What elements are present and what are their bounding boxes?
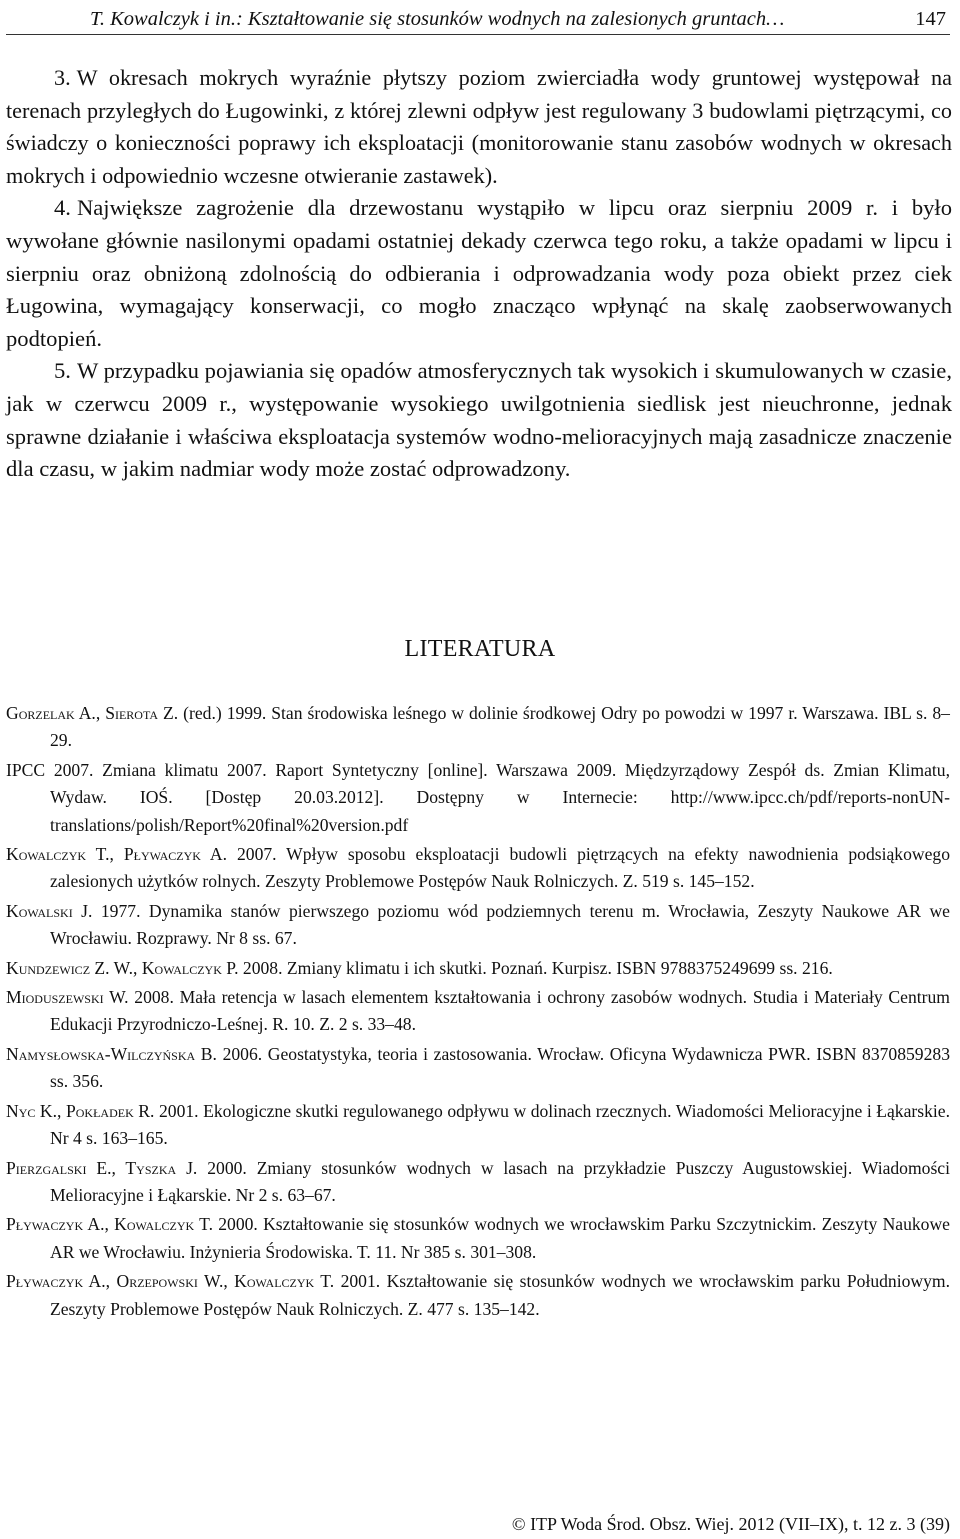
reference-text: 2000. Kształtowanie się stosunków wodnych we wrocławskim Parku Szczytnickim. Zeszyty Naukowe AR we Wrocławiu. Inżynieria Środowiska. T. 11. Nr 385 s. 301–308. xyxy=(50,1214,950,1262)
reference-authors: Kundzewicz Z. W., Kowalczyk P. xyxy=(6,957,239,978)
literature-heading: LITERATURA xyxy=(404,636,556,662)
reference-text: 2006. Geostatystyka, teoria i zastosowania. Wrocław. Oficyna Wydawnicza PWR. ISBN 8370859283 ss. 356. xyxy=(50,1043,950,1092)
reference-authors: Nyc K., Pokładek R. xyxy=(6,1100,155,1121)
reference-item xyxy=(6,898,950,953)
reference-text: 2008. Mała retencja w lasach elementem kształtowania i ochrony zasobów wodnych. Studia i Materiały Centrum Edukacji Przyrodniczo-Leśnej. R. 10. Z. 2 s. 33–48. xyxy=(50,987,950,1035)
reference-item xyxy=(6,1211,950,1266)
reference-text: 2001. Ekologiczne skutki regulowanego odpływu w dolinach rzecznych. Wiadomości Melioracyjne i Łąkarskie. Nr 4 s. 163–165. xyxy=(50,1100,951,1149)
reference-authors: Kowalczyk T., Pływaczyk A. xyxy=(6,844,228,865)
paragraph-number: 5. xyxy=(54,358,71,384)
reference-authors: Pływaczyk A., Orzepowski W., Kowalczyk T. xyxy=(6,1271,335,1292)
paragraph-text: W przypadku pojawiania się opadów atmosferycznych tak wysokich i skumulowanych w czasie, jak w czerwcu 2009 r., występowanie wysokiego uwilgotnienia siedlisk jest nieuchronne, jednak sprawne działanie i właściwa eksploatacja systemów wodno-melioracyjnych mają zasadnicze znaczenie dla czasu, w jakim nadmiar wody może zostać odprowadzony. xyxy=(6,358,952,482)
reference-item xyxy=(6,1041,950,1096)
reference-item xyxy=(6,1268,950,1323)
reference-text: 2001. Kształtowanie się stosunków wodnych we wrocławskim parku Południowym. Zeszyty Problemowe Postępów Nauk Rolniczych. Z. 477 s. 135–142. xyxy=(50,1271,950,1319)
reference-authors: Pływaczyk A., Kowalczyk T. xyxy=(6,1214,213,1235)
reference-authors: Mioduszewski W. xyxy=(6,987,129,1008)
conclusion-paragraph xyxy=(6,62,952,192)
reference-authors: Pierzgalski E., Tyszka J. xyxy=(6,1157,198,1178)
reference-item xyxy=(6,700,950,755)
conclusion-paragraph xyxy=(6,355,952,485)
reference-text: IPCC 2007. Zmiana klimatu 2007. Raport Syntetyczny [online]. Warszawa 2009. Międzyrządowy Zespół ds. Zmian Klimatu, Wydaw. IOŚ. [Dostęp 20.03.2012]. Dostępny w Internecie: http://www.ipcc.ch/pdf/reports-nonUN-translations/polish/Report%20final%20version.pdf xyxy=(6,759,950,835)
reference-text: (red.) 1999. Stan środowiska leśnego w dolinie środkowej Odry po powodzi w 1997 r. Warszawa. IBL s. 8–29. xyxy=(50,703,950,751)
running-header xyxy=(6,4,950,35)
reference-item xyxy=(6,984,950,1039)
reference-text: 2008. Zmiany klimatu i ich skutki. Poznań. Kurpisz. ISBN 9788375249699 ss. 216. xyxy=(242,957,833,978)
reference-text: 2000. Zmiany stosunków wodnych w lasach na przykładzie Puszczy Augustowskiej. Wiadomości Melioracyjne i Łąkarskie. Nr 2 s. 63–67. xyxy=(50,1157,951,1205)
reference-item xyxy=(6,1098,950,1153)
conclusion-paragraph xyxy=(6,192,952,355)
reference-authors: Namysłowska-Wilczyńska B. xyxy=(6,1043,217,1064)
reference-authors: Kowalski J. xyxy=(6,900,93,921)
reference-item xyxy=(6,1155,950,1210)
reference-text: 2007. Wpływ sposobu eksploatacji budowli piętrzących na efekty nawodnienia podsiąkowego zalesionych użytków rolnych. Zeszyty Problemowe Postępów Nauk Rolniczych. Z. 519 s. 145–152. xyxy=(50,844,951,892)
reference-authors: Gorzelak A., Sierota Z. xyxy=(6,703,179,723)
page-number: 147 xyxy=(915,8,946,30)
journal-footer: © ITP Woda Środ. Obsz. Wiej. 2012 (VII–IX), t. 12 z. 3 (39) xyxy=(511,1514,950,1534)
paragraph-number: 4. xyxy=(54,195,71,221)
paragraph-text: Największe zagrożenie dla drzewostanu wystąpiło w lipcu oraz sierpniu 2009 r. i było wywołane głównie nasilonymi opadami ostatniej dekady czerwca tego roku, a także opadami w lipcu i sierpniu oraz obniżoną zdolnością do odbierania i odprowadzania wody poza obiekt przez ciek Ługowina, wymagający konserwacji, co mogło znacząco wpłynąć na skalę zaobserwowanych podtopień. xyxy=(6,195,952,351)
paragraph-number: 3. xyxy=(54,65,71,90)
running-title: T. Kowalczyk i in.: Kształtowanie się stosunków wodnych na zalesionych gruntach… xyxy=(90,8,785,30)
reference-text: 1977. Dynamika stanów pierwszego poziomu wód podziemnych terenu m. Wrocławia, Zeszyty Naukowe AR we Wrocławiu. Rozprawy. Nr 8 ss. 67. xyxy=(50,900,950,949)
reference-list xyxy=(6,700,950,1323)
reference-item xyxy=(6,757,950,839)
conclusions-text xyxy=(6,62,952,486)
reference-item xyxy=(6,841,950,896)
reference-item xyxy=(6,955,950,982)
paragraph-text: W okresach mokrych wyraźnie płytszy poziom zwierciadła wody gruntowej występował na terenach przyległych do Ługowinki, z której zlewni odpływ jest regulowany 3 budowlami piętrzącymi, co świadczy o konieczności poprawy ich eksploatacji (monitorowanie stanu zasobów wodnych w okresach mokrych i odpowiednio wczesne otwieranie zastawek). xyxy=(6,65,952,188)
